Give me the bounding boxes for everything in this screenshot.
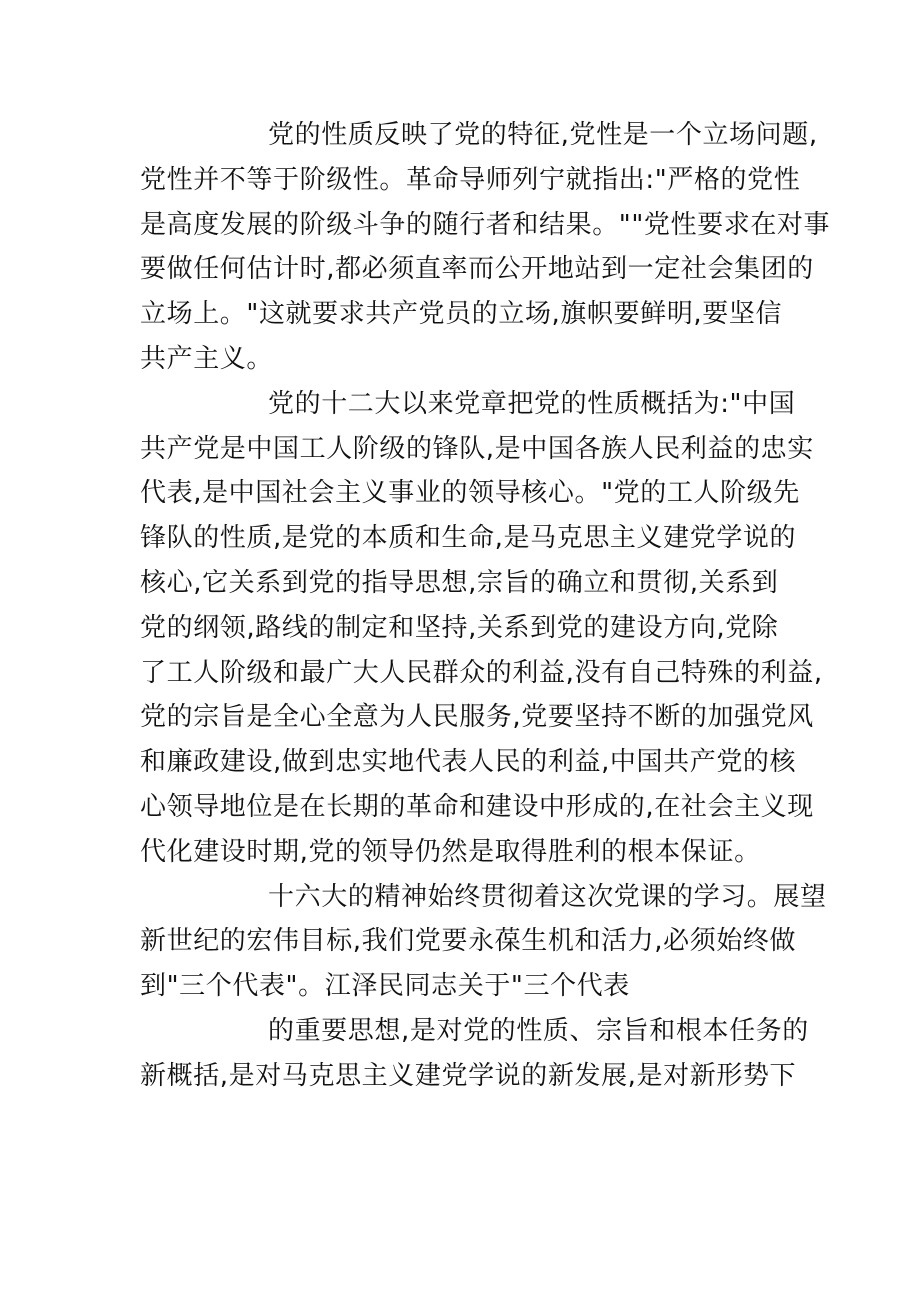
text-line: 党的十二大以来党章把党的性质概括为:"中国 [268,388,796,419]
text-line: 是高度发展的阶级斗争的随行者和结果。""党性要求在对事 [140,209,831,240]
text-line: 的重要思想,是对党的性质、宗旨和根本任务的 [268,1015,809,1046]
text-line: 核心,它关系到党的指导思想,宗旨的确立和贯彻,关系到 [140,567,779,598]
text-line: 立场上。"这就要求共产党员的立场,旗帜要鲜明,要坚信 [140,299,783,330]
text-line: 心领导地位是在长期的革命和建设中形成的,在社会主义现 [140,791,814,822]
text-line: 共产党是中国工人阶级的锋队,是中国各族人民利益的忠实 [140,433,814,464]
text-line: 党的宗旨是全心全意为人民服务,党要坚持不断的加强党风 [140,702,814,733]
document-body [140,113,831,1099]
text-line: 了工人阶级和最广大人民群众的利益,没有自己特殊的利益, [140,657,823,688]
text-line: 十六大的精神始终贯彻着这次党课的学习。展望 [268,881,827,912]
text-line: 代表,是中国社会主义事业的领导核心。"党的工人阶级先 [140,478,800,509]
text-line: 党的纲领,路线的制定和坚持,关系到党的建设方向,党除 [140,612,779,643]
text-line: 新世纪的宏伟目标,我们党要永葆生机和活力,必须始终做 [140,926,797,957]
text-line: 到"三个代表"。江泽民同志关于"三个代表 [140,971,630,1002]
text-line: 新概括,是对马克思主义建党学说的新发展,是对新形势下 [140,1060,797,1091]
text-line: 共产主义。 [140,343,274,374]
text-line: 党性并不等于阶级性。革命导师列宁就指出:"严格的党性 [140,164,801,195]
text-line: 要做任何估计时,都必须直率而公开地站到一定社会集团的 [140,254,814,285]
text-line: 锋队的性质,是党的本质和生命,是马克思主义建党学说的 [140,523,797,554]
text-line: 和廉政建设,做到忠实地代表人民的利益,中国共产党的核 [140,747,797,778]
text-line: 代化建设时期,党的领导仍然是取得胜利的根本保证。 [140,836,761,867]
text-line: 党的性质反映了党的特征,党性是一个立场问题, [268,120,818,150]
